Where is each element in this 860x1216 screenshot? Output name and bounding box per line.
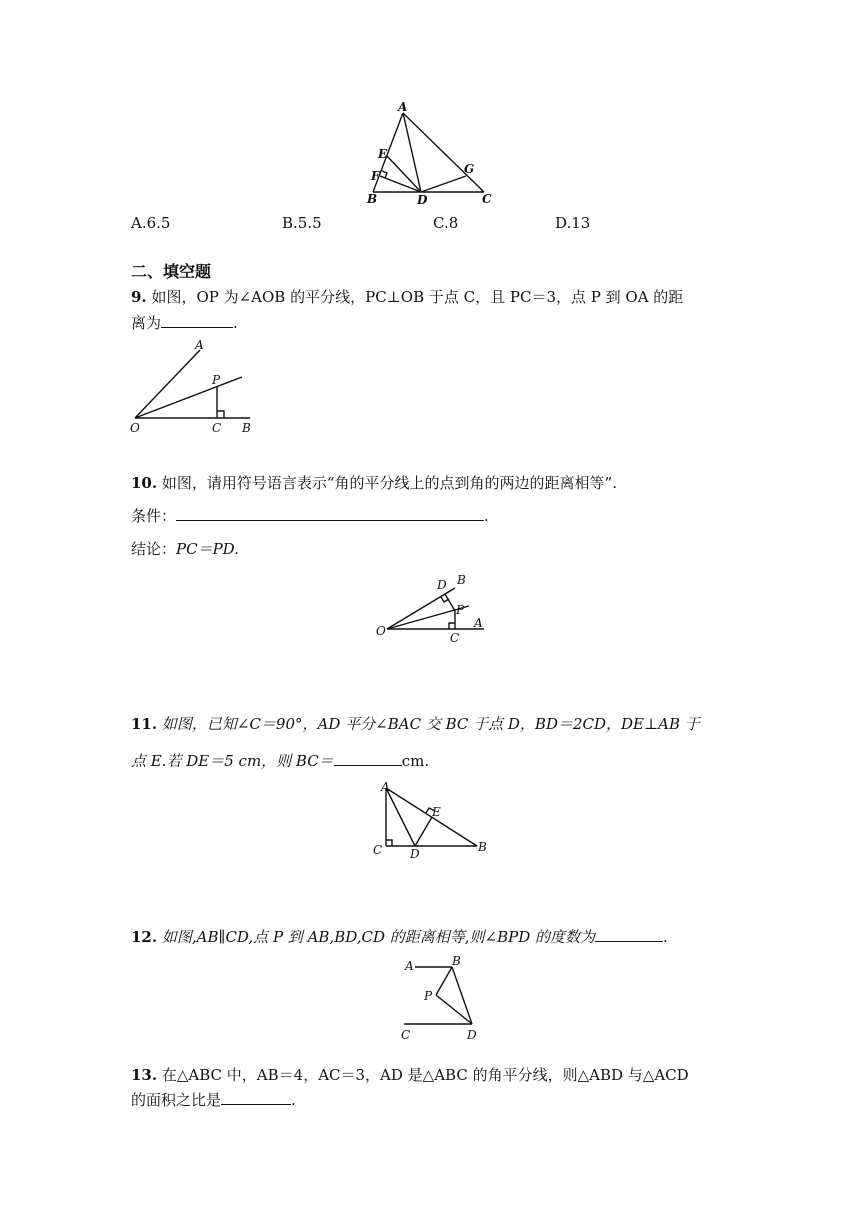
q11-text-2: 点 E.若 DE＝5 cm，则 BC＝ (131, 752, 334, 770)
q9-label-a: A (195, 338, 204, 352)
section-title: 二、填空题 (131, 262, 212, 281)
q9-text-end: . (233, 314, 238, 332)
q10-conclusion-value: PC＝PD. (176, 540, 239, 558)
q10-condition-end: . (484, 507, 489, 525)
q11-label-a: A (381, 780, 390, 794)
q9-label-o: O (130, 421, 140, 435)
q12-label-d: D (467, 1028, 477, 1042)
q13-text-2: 的面积之比是 (131, 1091, 222, 1109)
q8-label-f: F (371, 169, 380, 183)
q10-label-o: O (376, 624, 386, 638)
q8-label-e: E (378, 147, 388, 161)
q11-label-b: B (478, 840, 487, 854)
q12-label-b: B (452, 954, 461, 968)
q13-number: 13. (131, 1066, 158, 1084)
q13-text-end: . (291, 1091, 296, 1109)
q13-text: 在△ABC 中，AB＝4，AC＝3，AD 是△ABC 的角平分线，则△ABD 与△ACD (161, 1066, 689, 1084)
q12-text: 如图,AB∥CD,点 P 到 AB,BD,CD 的距离相等,则∠BPD 的度数为 (161, 928, 596, 946)
q8-label-c: C (482, 192, 492, 206)
q9-text-2: 离为 (131, 314, 162, 332)
q8-option-b: B.5.5 (282, 214, 322, 232)
q10-label-d: D (437, 578, 447, 592)
q10-condition-label: 条件： (131, 507, 177, 525)
q9-label-p: P (212, 373, 221, 387)
q8-option-a: A.6.5 (131, 214, 171, 232)
q10-label-p: P (456, 603, 465, 617)
q10-label-a: A (474, 616, 483, 630)
q9-text: 如图，OP 为∠AOB 的平分线，PC⊥OB 于点 C，且 PC＝3，点 P 到 OA 的距 (151, 288, 684, 306)
q10-number: 10. (131, 474, 158, 492)
q13-line1 (131, 1066, 689, 1084)
q11-text-end: cm. (401, 752, 430, 770)
q10-label-c: C (450, 631, 460, 645)
q12-label-a: A (405, 959, 414, 973)
q11-number: 11. (131, 715, 158, 733)
q8-label-g: G (464, 162, 475, 176)
q8-label-a: A (398, 100, 408, 114)
q12-number: 12. (131, 928, 158, 946)
q11-label-d: D (410, 847, 420, 861)
q8-label-d: D (417, 193, 428, 207)
q11-label-e: E (432, 805, 441, 819)
q8-label-b: B (367, 192, 378, 206)
q9-label-c: C (212, 421, 222, 435)
q13-line2 (131, 1090, 296, 1109)
q10-conclusion-label: 结论： (131, 540, 177, 558)
q10-text: 如图，请用符号语言表示“角的平分线上的点到角的两边的距离相等”. (161, 474, 617, 492)
q11-text: 如图，已知∠C＝90°，AD 平分∠BAC 交 BC 于点 D，BD＝2CD，DE⊥AB 于 (161, 715, 700, 733)
q12-label-p: P (424, 989, 433, 1003)
q12-text-end: . (663, 928, 668, 946)
q12-label-c: C (401, 1028, 411, 1042)
q11-label-c: C (373, 843, 383, 857)
q9-number: 9. (131, 288, 147, 306)
q13-answer-blank[interactable] (221, 1090, 291, 1105)
q8-option-d: D.13 (555, 214, 591, 232)
q12-segment-pb (436, 967, 452, 995)
q10-label-b: B (457, 573, 466, 587)
q8-option-c: C.8 (433, 214, 459, 232)
q9-label-b: B (242, 421, 251, 435)
